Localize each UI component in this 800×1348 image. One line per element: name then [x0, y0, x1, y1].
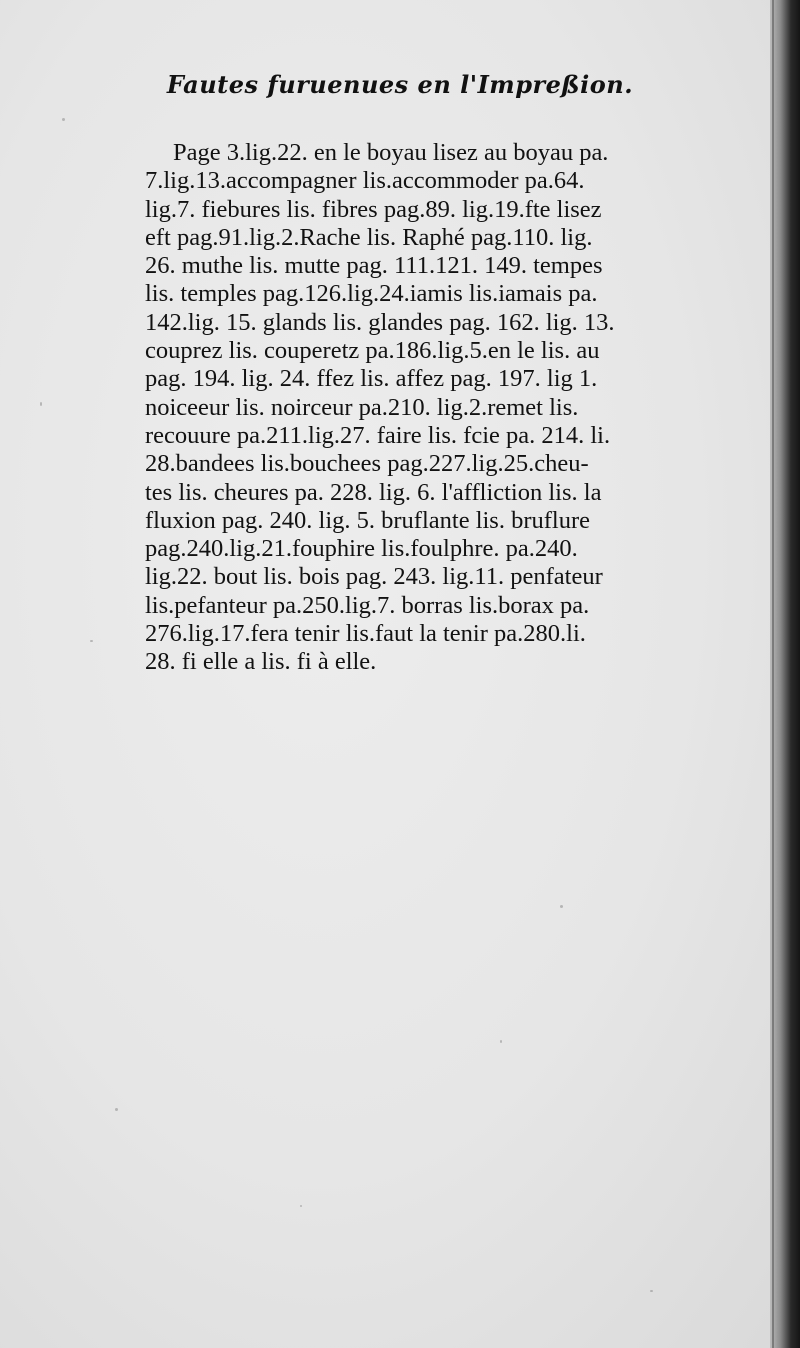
errata-line: recouure pa.211.lig.27. faire lis. fcie pa. 214. li. [145, 421, 611, 449]
paper-speck [90, 640, 93, 642]
errata-line: 142.lig. 15. glands lis. glandes pag. 162. lig. 13. [145, 308, 615, 336]
paper-speck [650, 1290, 653, 1292]
errata-line: tes lis. cheures pa. 228. lig. 6. l'affliction lis. la [145, 478, 602, 506]
errata-line: lig.22. bout lis. bois pag. 243. lig.11. penfateur [145, 563, 603, 591]
paper-speck [115, 1108, 118, 1111]
errata-line: 28. fi elle a lis. fi à elle. [145, 648, 377, 676]
paper-speck [300, 1205, 302, 1207]
errata-line: Page 3.lig.22. en le boyau lisez au boyau pa. [173, 139, 609, 166]
errata-line: pag.240.lig.21.fouphire lis.foulphre. pa.240. [145, 535, 578, 563]
errata-line: lig.7. fiebures lis. fibres pag.89. lig.19.fte lisez [145, 195, 602, 223]
errata-line: eft pag.91.lig.2.Rache lis. Raphé pag.110. lig. [145, 223, 593, 251]
paper-speck [62, 118, 65, 121]
errata-line: noiceeur lis. noirceur pa.210. lig.2.remet lis. [145, 393, 579, 421]
errata-line: 276.lig.17.fera tenir lis.faut la tenir pa.280.li. [145, 620, 586, 648]
errata-list [145, 139, 785, 677]
errata-line: pag. 194. lig. 24. ffez lis. affez pag. 197. lig 1. [145, 365, 598, 393]
errata-line: 7.lig.13.accompagner lis.accommoder pa.64. [145, 167, 585, 195]
errata-line: couprez lis. couperetz pa.186.lig.5.en le lis. au [145, 337, 600, 365]
errata-line: lis. temples pag.126.lig.24.iamis lis.iamais pa. [145, 280, 598, 308]
errata-line: 26. muthe lis. mutte pag. 111.121. 149. tempes [145, 252, 603, 280]
paper-speck [40, 402, 42, 406]
errata-line: 28.bandees lis.bouchees pag.227.lig.25.cheu- [145, 450, 589, 478]
errata-line: lis.pefanteur pa.250.lig.7. borras lis.borax pa. [145, 591, 590, 619]
paper-speck [500, 1040, 502, 1043]
errata-heading: Fautes furuenues en l'Impreßion. [166, 70, 634, 99]
errata-line: fluxion pag. 240. lig. 5. bruflante lis. bruflure [145, 506, 590, 534]
paper-speck [560, 905, 563, 908]
